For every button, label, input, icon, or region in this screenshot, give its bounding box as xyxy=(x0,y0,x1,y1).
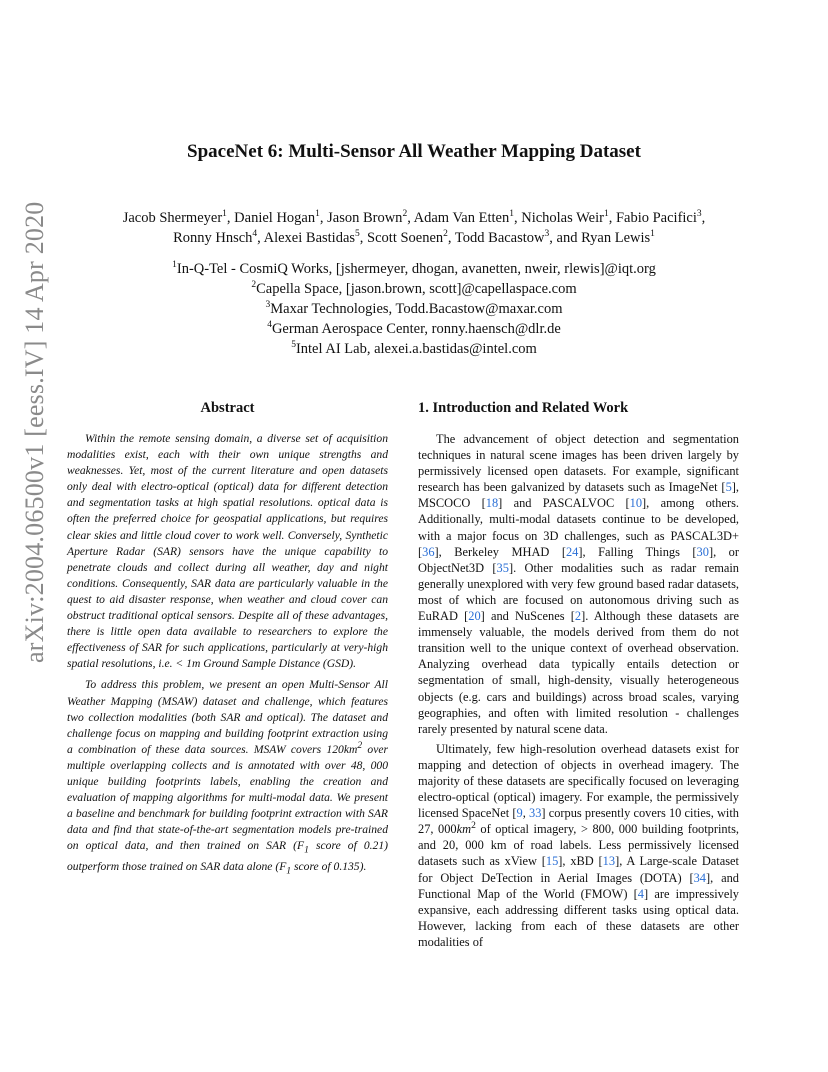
paragraph xyxy=(418,741,739,950)
affiliation-line xyxy=(100,299,728,319)
affiliation-text: In-Q-Tel - CosmiQ Works, [jshermeyer, dhogan, avanetten, nweir, rlewis]@iqt.org xyxy=(176,261,656,277)
affiliation-mark: 3 xyxy=(265,300,271,311)
affiliation-mark: 2 xyxy=(251,280,257,291)
superscript: 2 xyxy=(471,821,476,832)
text-run: ] and PASCALVOC [ xyxy=(498,496,630,511)
citation-link[interactable]: 4 xyxy=(637,886,644,901)
left-column xyxy=(67,400,388,884)
citation-link[interactable]: 9 xyxy=(516,806,523,821)
citation-link[interactable]: 34 xyxy=(693,870,706,885)
introduction-body xyxy=(418,431,739,950)
text-run: ], and Functional Map of the World (FMOW) [ xyxy=(418,870,740,901)
author-affiliation-mark: 2 xyxy=(402,209,408,220)
affiliation-text: German Aerospace Center, ronny.haensch@dlr.de xyxy=(271,321,561,337)
author-name: Scott Soenen xyxy=(367,230,444,246)
right-column xyxy=(418,400,739,954)
math-text: km xyxy=(343,742,358,756)
author-affiliation-mark: 1 xyxy=(603,209,609,220)
text-run: To address this problem, we present an open Multi-Sensor All Weather Mapping (MSAW) dataset and challenge, which features two collection modalities (both SAR and optical). The dataset and challenge focus on mapping and building footprint extraction using a combination of these data sources. MSAW covers 120 xyxy=(67,678,388,756)
citation-link[interactable]: 30 xyxy=(696,544,709,559)
author-name: Nicholas Weir xyxy=(521,210,604,226)
author-name: Ronny Hnsch xyxy=(173,230,253,246)
author-affiliation-mark: 5 xyxy=(355,229,360,240)
affiliation-mark: 1 xyxy=(172,260,177,271)
author-name: Fabio Pacifici xyxy=(615,210,697,226)
text-run: ], xBD [ xyxy=(558,854,603,869)
text-run: ], A Large-scale Dataset for Object DeTection in Aerial Images (DOTA) [ xyxy=(418,854,739,885)
affiliation-line xyxy=(100,339,728,359)
arxiv-identifier: arXiv:2004.06500v1 [eess.IV] 14 Apr 2020 xyxy=(20,201,49,663)
affiliation-text: Maxar Technologies, Todd.Bacastow@maxar.com xyxy=(270,301,563,317)
author-affiliation-mark: 3 xyxy=(696,209,702,220)
author-affiliation-mark: 4 xyxy=(252,229,258,240)
author-affiliation-mark: 1 xyxy=(650,229,655,240)
paragraph xyxy=(67,431,388,672)
paragraph xyxy=(67,677,388,879)
citation-link[interactable]: 5 xyxy=(725,480,732,495)
author-name: Jacob Shermeyer xyxy=(122,210,223,226)
author-affiliation-mark: 2 xyxy=(443,229,448,240)
citation-link[interactable]: 24 xyxy=(565,544,579,559)
text-run: ]. Other modalities such as radar remain generally unexplored with very few ground based radar datasets, most of which are focused on autonomous driving such as EuRAD [ xyxy=(418,560,739,624)
author-line-1: Jacob Shermeyer$^1$, Daniel Hogan$^1$, Jason Brown$^2$, Adam Van Etten$^1$, Nicholas Weir$^1$, Fabio Pacifici$^3$, xyxy=(122,209,706,226)
text-run: Ultimately, few high-resolution overhead datasets exist for mapping and detection of objects in overhead imagery. The majority of these datasets are specifically focused on leveraging electro-optical (optical) imagery. For example, the permissively licensed SpaceNet [ xyxy=(418,741,739,821)
subscript: 1 xyxy=(286,865,292,877)
text-run: score of 0.21) outperform those trained on SAR data alone (F xyxy=(67,839,388,873)
math-text: km xyxy=(456,822,472,837)
author-name: Ryan Lewis xyxy=(581,230,651,246)
abstract-body xyxy=(67,431,388,879)
affiliation-text: Capella Space, [jason.brown, scott]@capellaspace.com xyxy=(256,281,577,297)
paragraph xyxy=(418,431,739,737)
author-affiliation-mark: 3 xyxy=(544,229,550,240)
citation-link[interactable]: 36 xyxy=(422,544,435,559)
author-name: Todd Bacastow xyxy=(454,230,545,246)
affiliation-line xyxy=(100,259,728,279)
text-run: score of 0.135). xyxy=(291,859,367,873)
author-affiliation-mark: 1 xyxy=(509,209,514,220)
text-run: Within the remote sensing domain, a diverse set of acquisition modalities exist, each with their own unique strengths and weaknesses. Yet, most of the current literature and open datasets only deal with electro-optical (optical) data for different detection and segmentation tasks at high spatial resolutions. optical data is often the preferred choice for geospatial applications, but requires clear skies and little cloud cover to work well. Conversely, Synthetic Aperture Radar (SAR) sensors have the unique capability to penetrate clouds and collect during all weather, day and night conditions. Consequently, SAR data are particularly valuable in the quest to aid disaster response, when weather and cloud cover can obstruct traditional optical sensors. Despite all of these advantages, there is little open data available to researchers to explore the effectiveness of SAR for such applications, particularly at very-high spatial resolutions, i.e. < 1m Ground Sample Distance (GSD). xyxy=(67,432,388,671)
citation-link[interactable]: 10 xyxy=(629,496,643,511)
text-run: ], Berkeley MHAD [ xyxy=(434,544,566,559)
introduction-heading: 1. Introduction and Related Work xyxy=(418,400,629,416)
author-name: Adam Van Etten xyxy=(413,210,510,226)
text-run: over multiple overlapping collects and is annotated with over 48, 000 unique building footprints labels, enabling the creation and evaluation of mapping algorithms for multi-modal data. We present a baseline and benchmark for building footprint extraction with SAR data and find that state-of-the-art segmentation models pre-trained on optical data, and then trained on SAR (F xyxy=(67,742,388,853)
abstract-heading: Abstract xyxy=(200,400,255,416)
affiliation-mark: 5 xyxy=(291,340,296,351)
text-run: ], Falling Things [ xyxy=(578,544,697,559)
text-run: ], MSCOCO [ xyxy=(418,480,739,511)
author-list xyxy=(60,208,768,248)
text-run: ] and NuScenes [ xyxy=(480,609,575,624)
text-run: of optical imagery, > 800, 000 building footprints, and 20, 000 km of road labels. Less permissively licensed datasets such as xView [ xyxy=(418,822,739,869)
superscript: 2 xyxy=(357,740,363,751)
paper-title: SpaceNet 6: Multi-Sensor All Weather Mapping Dataset xyxy=(187,141,641,162)
affiliation-line xyxy=(100,319,728,339)
citation-link[interactable]: 18 xyxy=(485,496,499,511)
affiliation-text: Intel AI Lab, alexei.a.bastidas@intel.com xyxy=(295,341,537,357)
citation-link[interactable]: 2 xyxy=(574,609,582,624)
text-run: ] corpus presently covers 10 cities, with 27, 000 xyxy=(418,806,739,837)
author-affiliation-mark: 1 xyxy=(222,209,227,220)
author-line-2: Ronny Hnsch$^4$, Alexei Bastidas$^5$, Scott Soenen$^2$, Todd Bacastow$^3$, and Ryan Lewis$^1$ xyxy=(173,229,655,246)
affiliation-mark: 4 xyxy=(267,320,272,331)
affiliation-list xyxy=(100,259,728,359)
author-affiliation-mark: 1 xyxy=(315,209,320,220)
affiliation-line xyxy=(100,279,728,299)
citation-link[interactable]: 35 xyxy=(496,560,509,575)
text-run: ] are impressively expansive, each addressing different tasks using optical data. However, lacking from each of these datasets are other modalities of xyxy=(418,886,739,949)
subscript: 1 xyxy=(304,844,309,856)
citation-link[interactable]: 20 xyxy=(468,609,481,624)
text-run: The advancement of object detection and segmentation techniques in natural scene images has been driven largely by permissively licensed open datasets. For example, significant research has been galvanized by datasets such as ImageNet [ xyxy=(418,432,739,495)
text-run: ]. Although these datasets are immensely valuable, the models derived from them do not transition well to the unique context of overhead observation. Analyzing overhead data typically entails detection or segmentation of small, high-density, visually heterogeneous objects (e.g. cars and buildings) across broad scales, varying geographies, and often with limited resolution - challenges rarely presented by natural scene data. xyxy=(418,609,739,736)
author-name: Alexei Bastidas xyxy=(263,230,356,246)
text-run: ], or ObjectNet3D [ xyxy=(418,544,739,575)
text-run: , xyxy=(522,806,530,821)
author-name: Jason Brown xyxy=(327,210,403,226)
text-run: ], among others. Additionally, multi-modal datasets continue to be developed, with a major focus on 3D challenges, such as PASCAL3D+ [ xyxy=(418,496,739,559)
citation-link[interactable]: 15 xyxy=(545,854,559,869)
citation-link[interactable]: 13 xyxy=(602,854,616,869)
author-name: Daniel Hogan xyxy=(234,210,316,226)
citation-link[interactable]: 33 xyxy=(529,806,542,821)
